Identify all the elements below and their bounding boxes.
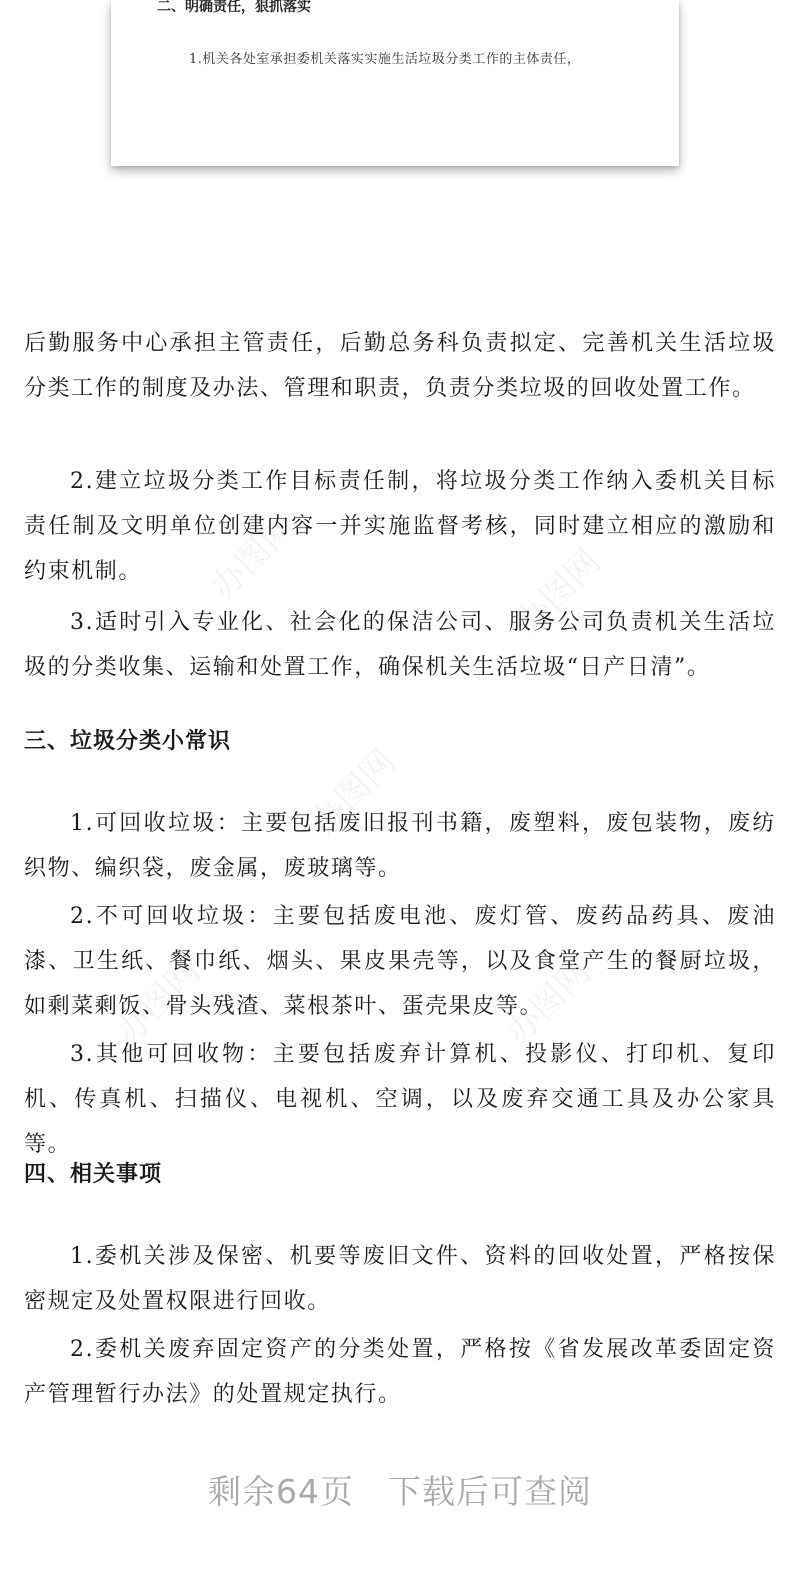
- section-heading: 三、垃圾分类小常识: [24, 729, 232, 754]
- watermark: 办图网: [203, 506, 304, 608]
- watermark: 办图网: [108, 951, 209, 1053]
- paragraph: 后勤服务中心承担主管责任，后勤总务科负责拟定、完善机关生活垃圾分类工作的制度及办法、管理和职责，负责分类垃圾的回收处置工作。: [24, 331, 776, 401]
- document-page-preview: [111, 0, 679, 166]
- preview-heading: 二、明确责任，狠抓落实: [157, 0, 311, 15]
- preview-text-line: 1.机关各处室承担委机关落实实施生活垃圾分类工作的主体责任，: [189, 52, 581, 67]
- paragraph: 2.建立垃圾分类工作目标责任制，将垃圾分类工作纳入委机关目标责任制及文明单位创建内容一并实施监督考核，同时建立相应的激励和约束机制。: [24, 469, 776, 584]
- paragraph: 1.可回收垃圾：主要包括废旧报刊书籍，废塑料，废包装物，废纺织物、编织袋，废金属，废玻璃等。: [24, 811, 776, 881]
- remaining-pages-count: 剩余64页: [208, 1472, 354, 1511]
- paragraph: 3.其他可回收物：主要包括废弃计算机、投影仪、打印机、复印机、传真机、扫描仪、电视机、空调，以及废弃交通工具及办公家具等。: [24, 1042, 776, 1157]
- paragraph: 3.适时引入专业化、社会化的保洁公司、服务公司负责机关生活垃圾的分类收集、运输和处置工作，确保机关生活垃圾“日产日清”。: [24, 610, 776, 680]
- remaining-pages-banner[interactable]: [0, 1466, 800, 1513]
- section-heading: 四、相关事项: [24, 1162, 163, 1187]
- download-to-view-text: 下载后可查阅: [388, 1472, 592, 1511]
- watermark: 办图网: [498, 951, 599, 1053]
- paragraph: 2.委机关废弃固定资产的分类处置，严格按《省发展改革委固定资产管理暂行办法》的处置规定执行。: [24, 1337, 776, 1407]
- watermark: 办图网: [508, 541, 609, 643]
- paragraph: 2.不可回收垃圾：主要包括废电池、废灯管、废药品药具、废油漆、卫生纸、餐巾纸、烟头、果皮果壳等，以及食堂产生的餐厨垃圾，如剩菜剩饭、骨头残渣、菜根茶叶、蛋壳果皮等。: [24, 904, 776, 1019]
- watermark: 办图网: [303, 741, 404, 843]
- paragraph: 1.委机关涉及保密、机要等废旧文件、资料的回收处置，严格按保密规定及处置权限进行回收。: [24, 1244, 776, 1314]
